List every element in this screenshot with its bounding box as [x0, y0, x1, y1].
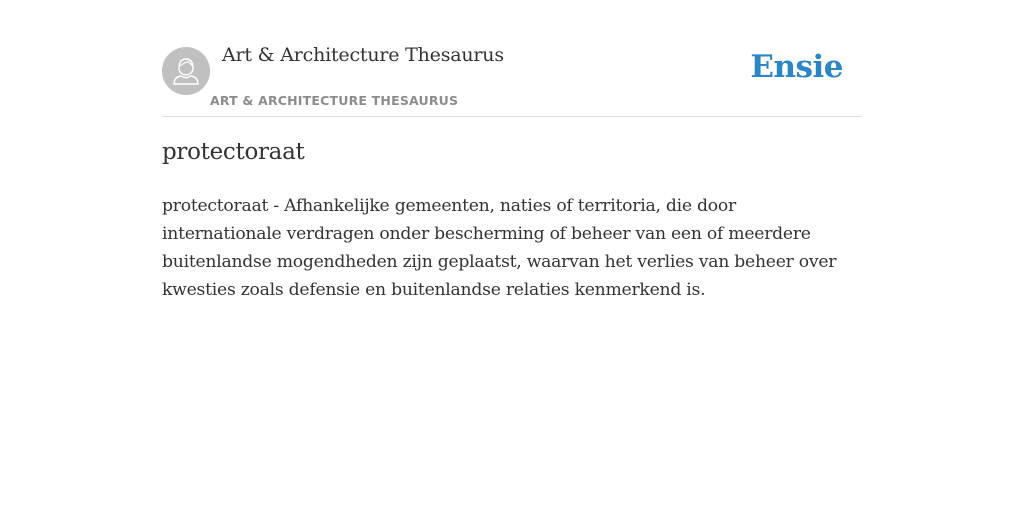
source-title[interactable]: Art & Architecture Thesaurus — [222, 44, 504, 66]
source-subtitle[interactable]: ART & ARCHITECTURE THESAURUS — [210, 93, 459, 108]
entry-definition: protectoraat - Afhankelijke gemeenten, naties of territoria, die door internationale verdragen onder bescherming of beheer van een of meerdere buitenlandse mogendheden zijn geplaatst, waarvan het verlies van beheer over kwesties zoals defensie en buitenlandse relaties kenmerkend is. — [162, 196, 837, 300]
entry-term: protectoraat — [162, 139, 305, 165]
entry-header — [162, 0, 862, 117]
entry-card — [162, 0, 862, 512]
brand-logo[interactable]: Ensie — [750, 49, 843, 85]
user-avatar-icon[interactable] — [162, 47, 210, 95]
